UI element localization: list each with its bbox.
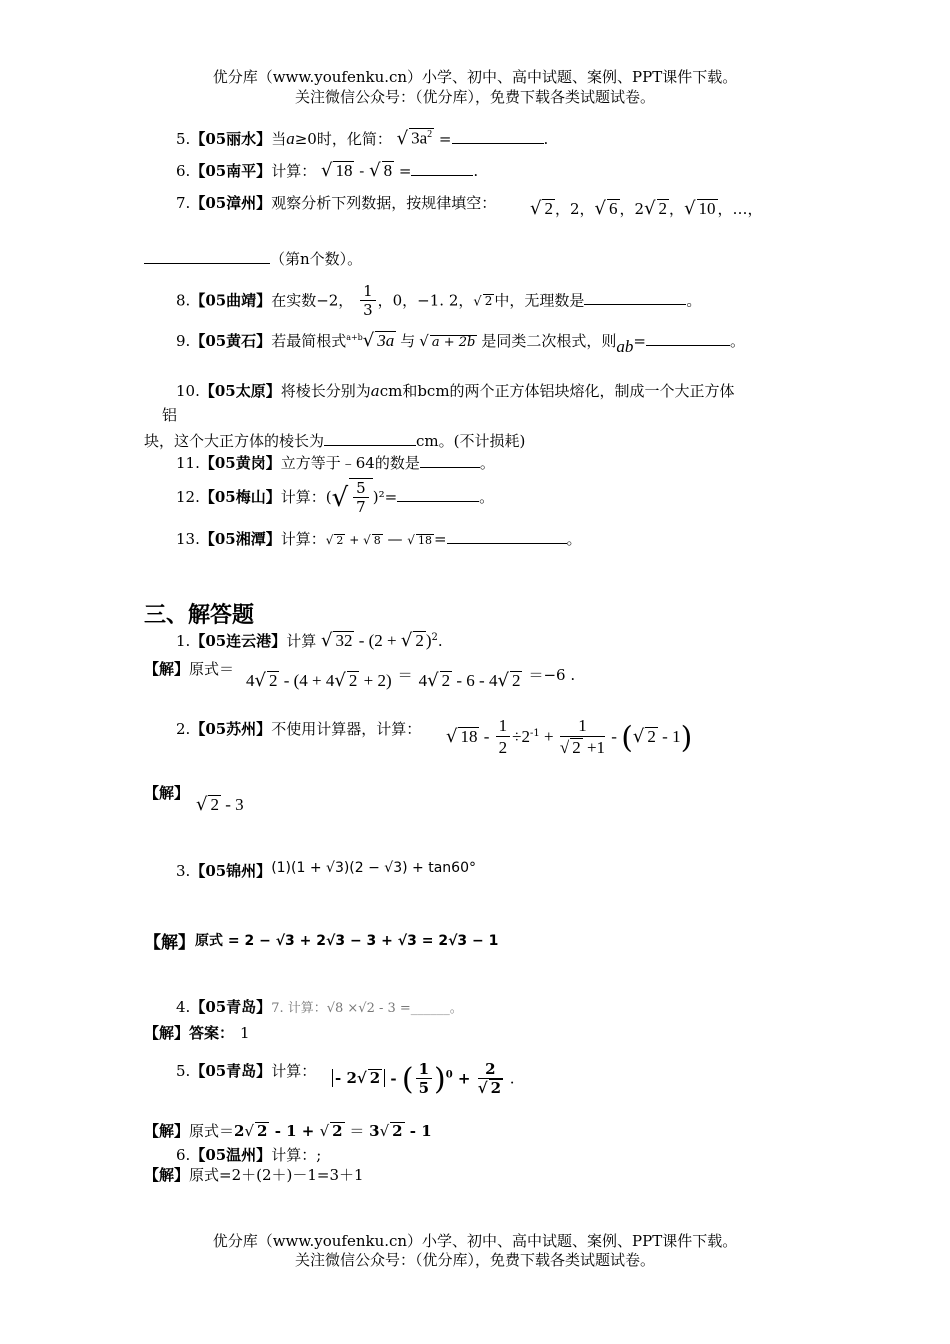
radicand: 2 xyxy=(441,671,451,690)
question-number: 7. xyxy=(176,194,191,212)
fraction xyxy=(496,716,511,759)
radical-sign: √ xyxy=(477,1079,488,1097)
numerator: 2 xyxy=(478,1060,503,1079)
answer-value: 1 xyxy=(240,1024,250,1042)
paren: ( xyxy=(401,1061,414,1097)
question-number: 5. xyxy=(176,1062,191,1080)
radical-sign: √ xyxy=(363,533,371,547)
radical-sign: √ xyxy=(594,198,607,219)
text: - xyxy=(354,162,370,180)
text: 观察分析下列数据，按规律填空： xyxy=(271,194,497,212)
radicand xyxy=(349,478,373,518)
solve-question-5-expr xyxy=(332,1060,515,1099)
question-number: 1. xyxy=(176,632,191,650)
text: . xyxy=(505,1069,515,1088)
answer-blank[interactable] xyxy=(447,529,567,544)
expression: (1)(1 + √3)(2 − √3) + tan60° xyxy=(271,860,476,876)
solve-question-2-expr xyxy=(446,716,692,759)
radicand: 2 xyxy=(348,671,358,690)
solution-text: 原式=2＋(2＋)－1=3＋1 xyxy=(189,1166,364,1184)
text: - (4 + 4 xyxy=(279,671,335,690)
section-title: 三、解答题 xyxy=(144,603,255,628)
radicand-text: 3a xyxy=(411,129,428,148)
radicand: 2 xyxy=(369,1069,381,1088)
solution-tag: 【解】 xyxy=(144,1122,190,1140)
numerator: 1 xyxy=(416,1060,432,1079)
radicand: 6 xyxy=(609,199,618,218)
text: 。 xyxy=(729,332,745,350)
denominator: 7 xyxy=(356,498,366,516)
radical-sign: √ xyxy=(244,1122,255,1140)
radicand: 2 xyxy=(268,671,278,690)
text: 原式＝ xyxy=(189,660,235,678)
header-line-2: 关注微信公众号：（优分库），免费下载各类试题试卷。 xyxy=(294,88,655,106)
radicand: 2 xyxy=(647,726,656,746)
radicand: 2 xyxy=(511,671,521,690)
question-10-line-2 xyxy=(144,430,525,451)
question-8 xyxy=(176,282,701,321)
source-tag: 【05梅山】 xyxy=(199,487,281,506)
equals: = xyxy=(438,130,452,148)
solution-3 xyxy=(144,928,498,953)
radical-sign: √ xyxy=(379,1122,390,1140)
answer-blank[interactable] xyxy=(324,431,416,446)
variable: ab xyxy=(616,337,634,356)
solve-question-5 xyxy=(176,1060,316,1081)
answer-blank[interactable] xyxy=(411,161,473,176)
answer-blank[interactable] xyxy=(452,129,544,144)
answer-blank[interactable] xyxy=(584,290,686,305)
radical-sign: √ xyxy=(530,198,542,219)
solution-1-expr xyxy=(246,664,575,691)
solution-tag: 【解】 xyxy=(144,933,195,953)
radicand: 18 xyxy=(460,726,478,746)
text: 块，这个大正方体的棱长为 xyxy=(144,432,325,450)
text: ， xyxy=(669,200,685,218)
source-tag: 【05锦州】 xyxy=(190,862,272,880)
source-tag: 【05青岛】 xyxy=(190,1062,272,1080)
source-tag: 【05连云港】 xyxy=(190,632,287,650)
radicand: a + 2b xyxy=(431,335,476,350)
text: 。 xyxy=(686,291,702,310)
question-number: 8. xyxy=(176,291,191,310)
radical-sign: √ xyxy=(196,794,208,815)
sequence xyxy=(530,198,763,219)
equals: = xyxy=(433,530,447,548)
denominator xyxy=(478,1079,503,1099)
radical-sign: √ xyxy=(497,670,509,691)
numerator: 1 xyxy=(560,716,605,737)
text: . xyxy=(473,162,479,180)
radical-sign: √ xyxy=(319,1122,330,1140)
exponent: -1 xyxy=(530,727,540,739)
text: 在实数−2， xyxy=(271,291,354,310)
text: — xyxy=(382,530,408,548)
text: - 6 - 4 xyxy=(452,671,498,690)
solution-6 xyxy=(144,1164,364,1185)
solve-question-1 xyxy=(176,630,443,651)
question-number: 13. xyxy=(176,530,200,548)
text: 与 xyxy=(400,332,416,350)
radicand: 8 xyxy=(373,534,381,547)
radicand: 18 xyxy=(335,161,353,180)
radical-sign: √ xyxy=(446,725,458,747)
fraction xyxy=(560,716,605,759)
solution-5 xyxy=(144,1120,432,1141)
text: 立方等于﹣64的数是 xyxy=(280,454,420,472)
answer-label: 答案： xyxy=(189,1024,235,1042)
question-7 xyxy=(176,192,496,213)
source-tag: 【05苏州】 xyxy=(190,720,272,738)
embedded-question-image: 7. 计算：√8 ×√2 - 3 =______。 xyxy=(271,1001,463,1016)
source-tag: 【05曲靖】 xyxy=(190,291,272,310)
question-13 xyxy=(176,528,582,549)
equals: = xyxy=(394,162,412,180)
source-tag: 【05温州】 xyxy=(190,1146,272,1164)
text: cm。(不计损耗) xyxy=(416,432,526,450)
radical-sign: √ xyxy=(473,294,482,310)
question-number: 4. xyxy=(176,998,191,1016)
radical-sign: √ xyxy=(419,332,429,350)
numerator: 1 xyxy=(360,282,376,301)
radicand: 8 xyxy=(383,161,393,180)
radicand: 10 xyxy=(698,199,716,218)
question-number: 11. xyxy=(176,454,200,472)
variable: a xyxy=(370,382,380,400)
text: 不使用计算器，计算： xyxy=(271,720,422,738)
text: 是同类二次根式，则 xyxy=(481,332,617,350)
equals: ＝ xyxy=(397,666,413,684)
solution-1 xyxy=(144,658,234,679)
solution-text: 原式 = 2 − √3 + 2√3 − 3 + √3 = 2√3 − 1 xyxy=(195,933,499,949)
solution-4 xyxy=(144,1022,250,1043)
fraction xyxy=(478,1060,503,1099)
text: ≥0时，化简： xyxy=(294,130,392,148)
question-6 xyxy=(176,160,478,181)
root-index: a+b xyxy=(346,333,363,342)
radical-sign: √ xyxy=(356,1069,367,1088)
denominator: 5 xyxy=(418,1079,430,1097)
radicand: 32 xyxy=(335,631,353,650)
solve-question-4 xyxy=(176,996,463,1017)
header-line-1: 优分库（www.youfenku.cn）小学、初中、高中试题、案例、PPT课件下载。 xyxy=(212,68,738,86)
text: 当 xyxy=(271,130,287,148)
text: - xyxy=(385,1069,402,1088)
radicand: 2 xyxy=(572,738,581,758)
text: - 2 xyxy=(335,1069,357,1088)
radical-sign: √ xyxy=(396,128,409,149)
radical-sign: √ xyxy=(320,160,333,181)
question-number: 12. xyxy=(176,487,200,506)
text: + xyxy=(345,533,364,547)
question-number: 2. xyxy=(176,720,191,738)
solve-question-3 xyxy=(176,860,476,881)
solution-2-tag: 【解】 xyxy=(144,784,190,802)
fraction xyxy=(353,479,369,518)
radicand: 2 xyxy=(484,294,493,309)
radicand: 2 xyxy=(544,199,553,218)
result: ＝−6 . xyxy=(528,666,576,684)
text: cm和bcm的两个正方体铝块熔化，制成一个大正方体 xyxy=(379,382,735,400)
exponent: 2 xyxy=(431,632,438,643)
exponent: 0 xyxy=(445,1069,453,1081)
text: 计算：( xyxy=(280,487,332,506)
radicand: 2 xyxy=(210,795,219,814)
radicand: 2 xyxy=(336,534,344,547)
text: 计算：; xyxy=(271,1146,322,1164)
question-number: 10. xyxy=(176,382,200,400)
equals: ＝ xyxy=(344,1122,370,1140)
question-number: 5. xyxy=(176,130,191,148)
radicand: 3a xyxy=(377,331,395,350)
fraction xyxy=(360,282,376,321)
radicand: 2 xyxy=(332,1122,343,1140)
radical-sign: √ xyxy=(632,725,645,747)
question-number: 9. xyxy=(176,332,191,350)
text: 。 xyxy=(566,530,582,548)
text: + xyxy=(539,726,558,746)
text: ÷2 xyxy=(512,726,530,746)
radicand xyxy=(409,128,434,148)
text: 计算： xyxy=(271,1062,317,1080)
text: . xyxy=(543,130,549,148)
footer-line-1: 优分库（www.youfenku.cn）小学、初中、高中试题、案例、PPT课件下载。 xyxy=(212,1232,738,1250)
source-tag: 【05漳州】 xyxy=(190,194,272,212)
text: ，2， xyxy=(554,200,595,218)
text: 4 xyxy=(246,671,255,690)
text: ，2 xyxy=(619,200,645,218)
question-number: 6. xyxy=(176,162,191,180)
source-tag: 【05青岛】 xyxy=(190,998,272,1016)
question-9 xyxy=(176,330,745,357)
radicand: 18 xyxy=(417,534,432,547)
radical-sign: √ xyxy=(320,630,333,651)
solution-tag: 【解】 xyxy=(144,1024,190,1042)
radical-sign: √ xyxy=(559,738,570,758)
denominator: 2 xyxy=(498,738,508,758)
denominator: 3 xyxy=(363,301,373,319)
paren: ) xyxy=(434,1061,446,1097)
question-5 xyxy=(176,128,548,149)
text: 计算： xyxy=(280,530,326,548)
footer-line-2: 关注微信公众号：（优分库），免费下载各类试题试卷。 xyxy=(294,1251,655,1269)
radical-sign: √ xyxy=(369,160,381,181)
variable: a xyxy=(286,129,295,148)
source-tag: 【05太原】 xyxy=(199,382,281,400)
question-number: 3. xyxy=(176,862,191,880)
text: - 3 xyxy=(220,795,244,814)
radicand: 2 xyxy=(415,631,424,650)
text: + xyxy=(452,1069,476,1088)
text: - xyxy=(607,726,622,746)
text: . xyxy=(437,632,443,650)
equals: = xyxy=(633,332,646,350)
text: 。 xyxy=(479,487,495,506)
solution-2 xyxy=(196,794,244,815)
numerator: 5 xyxy=(353,479,369,498)
numerator: 1 xyxy=(496,716,511,737)
radical-sign: √ xyxy=(254,670,266,691)
radical-sign: √ xyxy=(684,198,696,219)
answer-blank[interactable] xyxy=(646,331,730,346)
radicand: 2 xyxy=(658,199,668,218)
question-11 xyxy=(176,452,495,473)
text: 将棱长分别为 xyxy=(280,382,371,400)
radical-sign: √ xyxy=(400,630,413,651)
radical-sign: √ xyxy=(407,533,415,547)
source-tag: 【05黄石】 xyxy=(190,332,272,350)
absolute-value xyxy=(332,1069,385,1087)
source-tag: 【05南平】 xyxy=(190,162,272,180)
text: - 1 xyxy=(657,726,681,746)
answer-blank[interactable] xyxy=(144,249,270,264)
text: - 1 + xyxy=(269,1122,320,1140)
text: 若最简根式 xyxy=(271,332,347,350)
question-12 xyxy=(176,478,494,518)
radical-sign: √ xyxy=(334,670,346,691)
text: 3 xyxy=(369,1122,380,1140)
text: 计算 xyxy=(286,632,317,650)
solve-question-2 xyxy=(176,718,421,739)
solution-tag: 【解】 xyxy=(144,660,190,678)
text: - (2 + xyxy=(354,631,401,650)
text: 2 xyxy=(234,1122,245,1140)
solution-tag: 【解】 xyxy=(144,1166,190,1184)
paren: ) xyxy=(680,720,693,756)
text: - 1 xyxy=(404,1122,432,1140)
text: )²= xyxy=(372,487,398,506)
text: 4 xyxy=(418,671,428,690)
text: 中，无理数是 xyxy=(494,291,585,310)
text: + 2) xyxy=(359,671,392,690)
radical-sign: √ xyxy=(362,330,375,351)
question-7-line-2 xyxy=(144,248,362,269)
radical-sign: √ xyxy=(427,670,439,691)
radical-sign: √ xyxy=(325,533,334,547)
radicand: 2 xyxy=(490,1079,502,1097)
source-tag: 【05黄岗】 xyxy=(199,454,281,472)
text: 计算： xyxy=(271,162,317,180)
radicand: 2 xyxy=(392,1122,403,1140)
solve-question-6 xyxy=(176,1144,321,1165)
fraction xyxy=(416,1060,432,1099)
text: ) xyxy=(425,631,432,650)
text: （第n个数）。 xyxy=(270,250,363,268)
question-number: 6. xyxy=(176,1146,191,1164)
text: +1 xyxy=(582,738,606,758)
radical-sign: √ xyxy=(331,482,349,513)
exponent: 2 xyxy=(427,129,433,141)
text: ，…， xyxy=(717,200,763,218)
paren: ( xyxy=(621,720,633,756)
source-tag: 【05湘潭】 xyxy=(199,530,281,548)
denominator xyxy=(560,737,605,759)
question-10 xyxy=(176,380,735,401)
text: - xyxy=(479,726,494,746)
question-10-wrap: 铝 xyxy=(162,406,178,424)
source-tag: 【05丽水】 xyxy=(190,130,272,148)
text: ，0，−1. 2， xyxy=(377,291,474,310)
answer-blank[interactable] xyxy=(397,487,479,502)
text: 。 xyxy=(479,454,495,472)
text: 原式＝ xyxy=(189,1122,235,1140)
radicand: 2 xyxy=(257,1122,268,1140)
radical-sign: √ xyxy=(644,198,656,219)
answer-blank[interactable] xyxy=(420,453,480,468)
